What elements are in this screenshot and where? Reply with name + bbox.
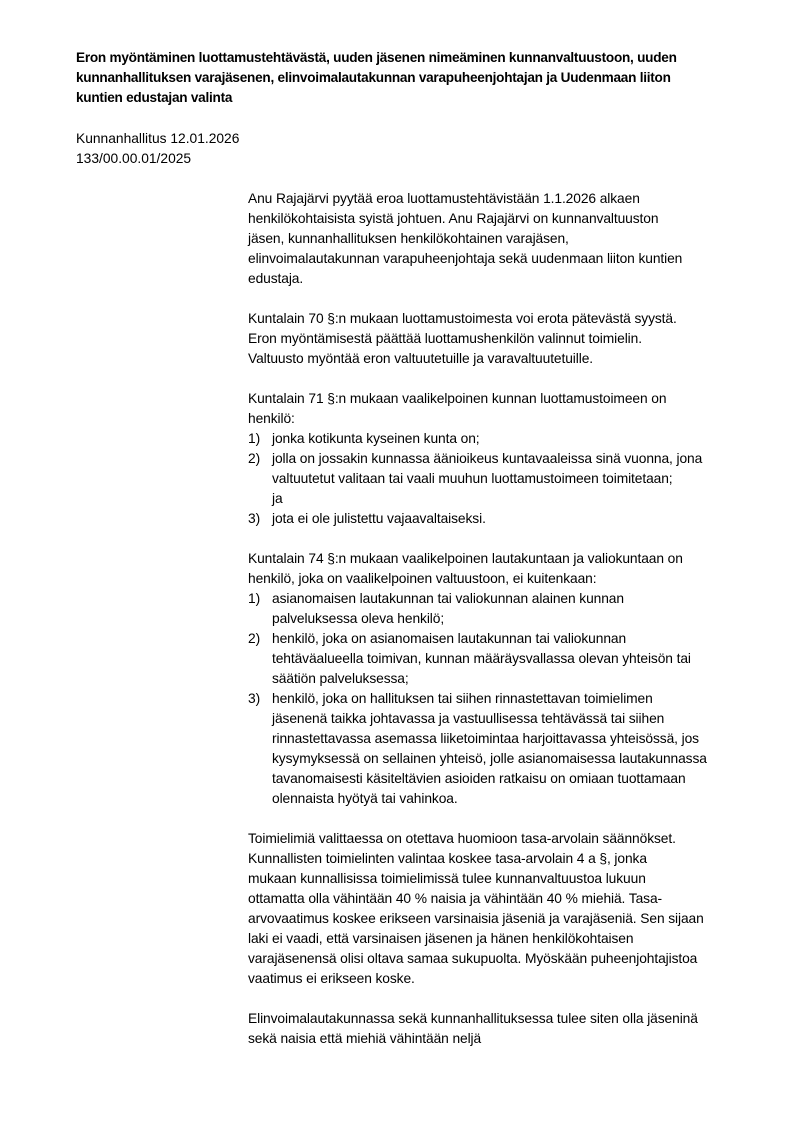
list-number: 2) (248, 631, 261, 646)
text-line: sekä naisia että miehiä vähintään neljä (248, 1031, 482, 1046)
text-line: palveluksessa oleva henkilö; (272, 611, 445, 626)
text-line: valtuutetut valitaan tai vaali muuhun luottamustoimeen toimitetaan; (272, 471, 673, 486)
text-line: jota ei ole julistettu vajaavaltaiseksi. (272, 511, 486, 526)
paragraph-section-71 (248, 389, 768, 529)
text-line: tehtäväalueella toimivan, kunnan määräysvallassa olevan yhteisön tai (272, 651, 691, 666)
meeting-name-date: Kunnanhallitus 12.01.2026 (76, 131, 240, 146)
text-line: henkilökohtaisista syistä johtuen. Anu Rajajärvi on kunnanvaltuuston (248, 211, 659, 226)
list-item (248, 589, 768, 629)
text-line: Elinvoimalautakunnassa sekä kunnanhallituksessa tulee siten olla jäseninä (248, 1011, 698, 1026)
document-body (248, 189, 768, 1069)
text-line: jonka kotikunta kyseinen kunta on; (272, 431, 480, 446)
text-line: henkilö, joka on asianomaisen lautakunnan tai valiokunnan (272, 631, 627, 646)
text-line: Valtuusto myöntää eron valtuutetuille ja varavaltuutetuille. (248, 351, 594, 366)
text-line: ja (272, 491, 283, 506)
text-line: henkilö, joka on hallituksen tai siihen rinnastettavan toimielimen (272, 691, 653, 706)
reference-number: 133/00.00.01/2025 (76, 151, 192, 166)
paragraph-resignation (248, 189, 768, 289)
text-line: vaatimus ei erikseen koske. (248, 971, 415, 986)
list-number: 2) (248, 451, 261, 466)
text-line: henkilö, joka on vaalikelpoinen valtuustoon, ei kuitenkaan: (248, 571, 597, 586)
text-line: varajäsenensä olisi oltava samaa sukupuolta. Myöskään puheenjohtajistoa (248, 951, 698, 966)
text-line: jolla on jossakin kunnassa äänioikeus kuntavaaleissa sinä vuonna, jona (272, 451, 703, 466)
text-line: kysymyksessä on sellainen yhteisö, jolle asianomaisessa lautakunnassa (272, 751, 707, 766)
text-line: Kuntalain 71 §:n mukaan vaalikelpoinen kunnan luottamustoimeen on (248, 391, 667, 406)
list-item (248, 629, 768, 689)
text-line: Kuntalain 70 §:n mukaan luottamustoimesta voi erota pätevästä syystä. (248, 311, 677, 326)
list-item (248, 429, 768, 449)
text-line: rinnastettavassa asemassa liiketoimintaa harjoittavassa yhteisössä, jos (272, 731, 699, 746)
title-line: kunnanhallituksen varajäsenen, elinvoimalautakunnan varapuheenjohtajan ja Uudenmaan liiton (76, 70, 671, 85)
list-number: 3) (248, 691, 261, 706)
text-line: Kuntalain 74 §:n mukaan vaalikelpoinen lautakuntaan ja valiokuntaan on (248, 551, 683, 566)
paragraph-final (248, 1009, 768, 1049)
text-line: laki ei vaadi, että varsinaisen jäsenen ja hänen henkilökohtaisen (248, 931, 634, 946)
list-item (248, 449, 768, 509)
list-item (248, 689, 768, 809)
document-title (76, 48, 776, 108)
list-number: 1) (248, 431, 261, 446)
text-line: jäsenenä taikka johtavassa ja vastuullisessa tehtävässä tai siihen (272, 711, 665, 726)
text-line: olennaista hyötyä tai vahinkoa. (272, 791, 458, 806)
list-item (248, 509, 768, 529)
text-line: elinvoimalautakunnan varapuheenjohtaja sekä uudenmaan liiton kuntien (248, 251, 683, 266)
text-line: henkilö: (248, 411, 295, 426)
meeting-info (76, 129, 239, 169)
paragraph-equality (248, 829, 768, 989)
list-number: 3) (248, 511, 261, 526)
title-line: kuntien edustajan valinta (76, 90, 233, 105)
text-line: Anu Rajajärvi pyytää eroa luottamustehtävistään 1.1.2026 alkaen (248, 191, 640, 206)
text-line: Toimielimiä valittaessa on otettava huomioon tasa-arvolain säännökset. (248, 831, 676, 846)
title-line: Eron myöntäminen luottamustehtävästä, uuden jäsenen nimeäminen kunnanvaltuustoon, uuden (76, 50, 677, 65)
text-line: ottamatta olla vähintään 40 % naisia ja vähintään 40 % miehiä. Tasa- (248, 891, 663, 906)
text-line: tavanomaisesti käsiteltävien asioiden ratkaisu on omiaan tuottamaan (272, 771, 686, 786)
list-number: 1) (248, 591, 261, 606)
text-line: arvovaatimus koskee erikseen varsinaisia jäseniä ja varajäseniä. Sen sijaan (248, 911, 704, 926)
text-line: mukaan kunnallisissa toimielimissä tulee kunnanvaltuustoa lukuun (248, 871, 646, 886)
text-line: jäsen, kunnanhallituksen henkilökohtainen varajäsen, (248, 231, 569, 246)
text-line: edustaja. (248, 271, 304, 286)
text-line: asianomaisen lautakunnan tai valiokunnan alainen kunnan (272, 591, 624, 606)
text-line: Eron myöntämisestä päättää luottamushenkilön valinnut toimielin. (248, 331, 642, 346)
paragraph-section-74 (248, 549, 768, 809)
text-line: Kunnallisten toimielinten valintaa koskee tasa-arvolain 4 a §, jonka (248, 851, 647, 866)
paragraph-section-70 (248, 309, 768, 369)
text-line: säätiön palveluksessa; (272, 671, 409, 686)
